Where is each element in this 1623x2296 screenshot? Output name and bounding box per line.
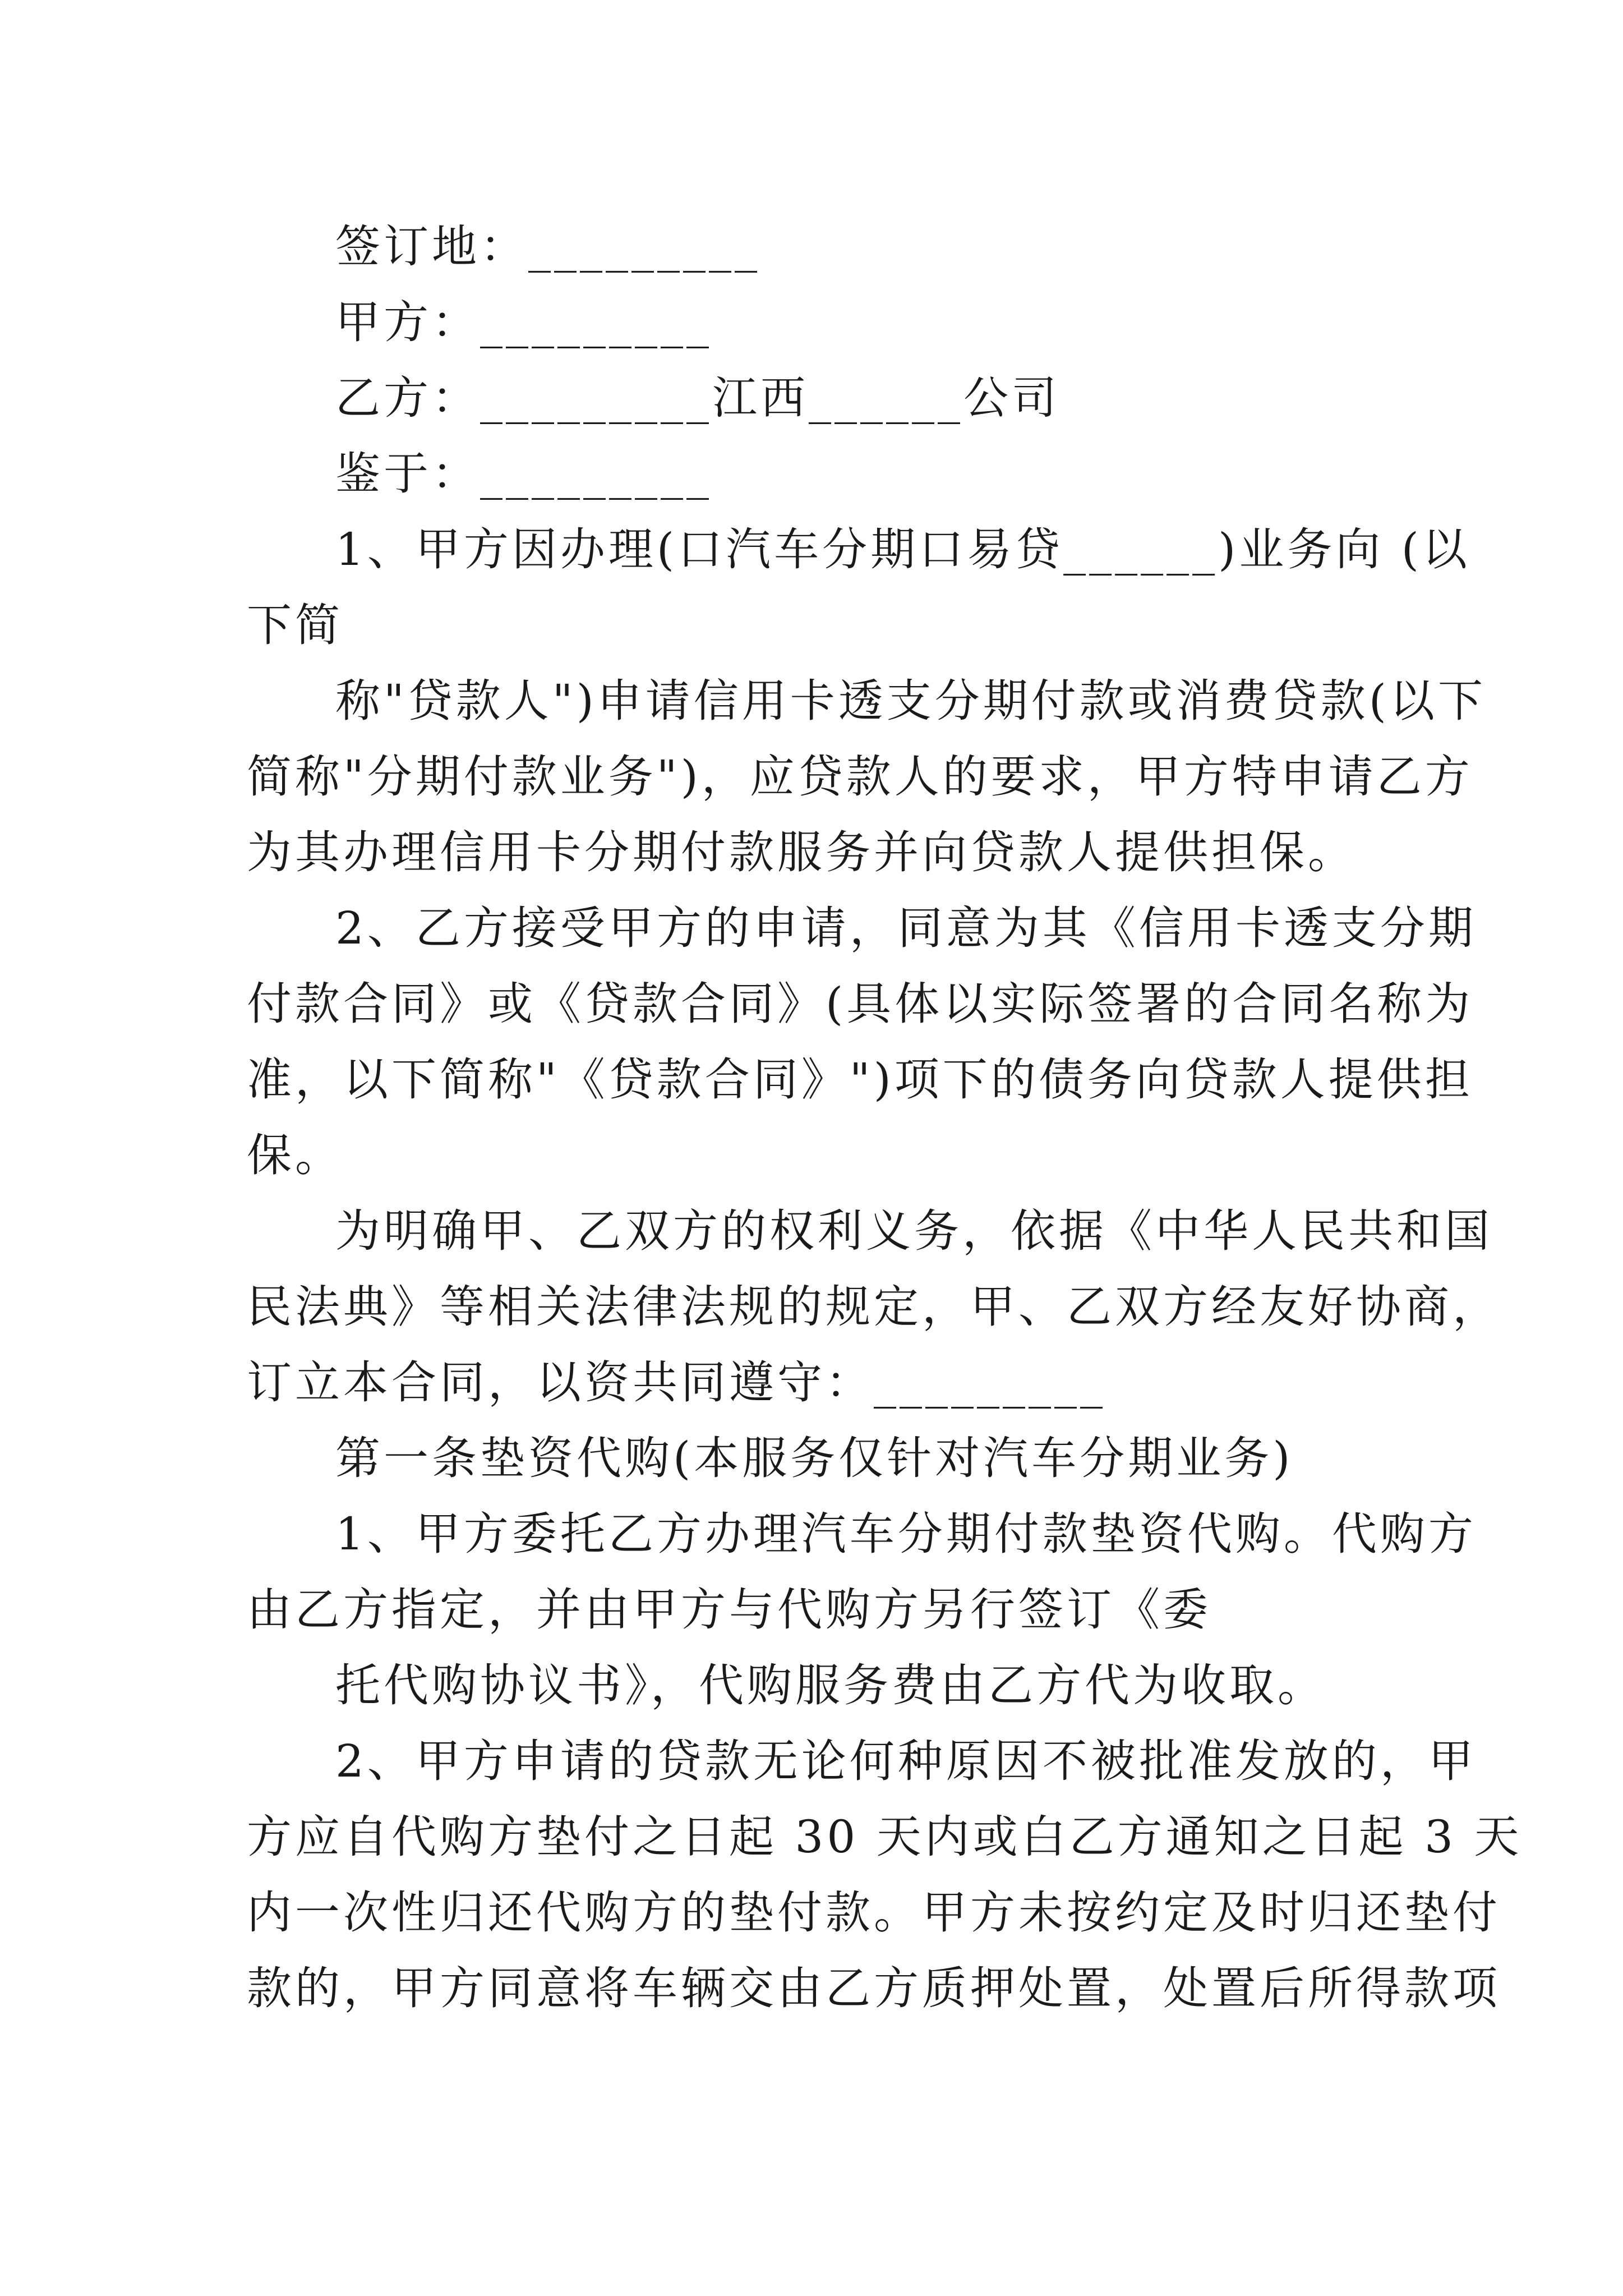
paragraph-text-line: 为其办理信用卡分期付款服务并向贷款人提供担保。 (247, 826, 1356, 878)
whereas-line: 鉴于：_________ (335, 448, 712, 500)
paragraph-text-line: 准，以下简称"《贷款合同》")项下的债务向贷款人提供担 (247, 1053, 1473, 1106)
paragraph-text-line: 付款合同》或《贷款合同》(具体以实际签署的合同名称为 (247, 978, 1474, 1030)
paragraph-text-line: 内一次性归还代购方的垫付款。甲方未按约定及时归还垫付 (247, 1887, 1501, 1939)
paragraph-text-line: 托代购协议书》，代购服务费由乙方代为收取。 (335, 1659, 1326, 1711)
paragraph-text-line: 保。 (247, 1129, 343, 1181)
paragraph-text-line: 款的，甲方同意将车辆交由乙方质押处置，处置后所得款项 (247, 1962, 1501, 2014)
paragraph-text-line: 简称"分期付款业务")，应贷款人的要求，甲方特申请乙方 (247, 751, 1473, 803)
party-b-line: 乙方：_________江西______公司 (335, 372, 1060, 424)
party-a-line: 甲方：_________ (335, 296, 712, 348)
paragraph-text-line: 由乙方指定，并由甲方与代购方另行签订《委 (247, 1584, 1211, 1636)
paragraph-text-line: 2、乙方接受甲方的申请，同意为其《信用卡透支分期 (335, 902, 1477, 954)
paragraph-text-line: 民法典》等相关法律法规的规定，甲、乙双方经友好协商， (247, 1281, 1501, 1333)
paragraph-text-line: 为明确甲、乙双方的权利义务，依据《中华人民共和国 (335, 1205, 1493, 1257)
paragraph-text-line: 1、甲方委托乙方办理汽车分期付款垫资代购。代购方 (335, 1508, 1477, 1560)
paragraph-text-line: 2、甲方申请的贷款无论何种原因不被批准发放的，甲 (335, 1735, 1477, 1787)
paragraph-text-line: 方应自代购方垫付之日起 30 天内或白乙方通知之日起 3 天 (247, 1811, 1523, 1863)
signing-place-line: 签订地：_________ (335, 220, 760, 273)
paragraph-text-line: 称"贷款人")申请信用卡透支分期付款或消费贷款(以下 (335, 675, 1487, 727)
paragraph-text-line: 下简 (247, 599, 343, 651)
article-heading: 第一条垫资代购(本服务仅针对汽车分期业务) (335, 1432, 1294, 1484)
paragraph-text-line: 订立本合同，以资共同遵守：_________ (247, 1356, 1106, 1409)
paragraph-text-line: 1、甲方因办理(口汽车分期口易贷______)业务向 (以 (335, 523, 1470, 576)
